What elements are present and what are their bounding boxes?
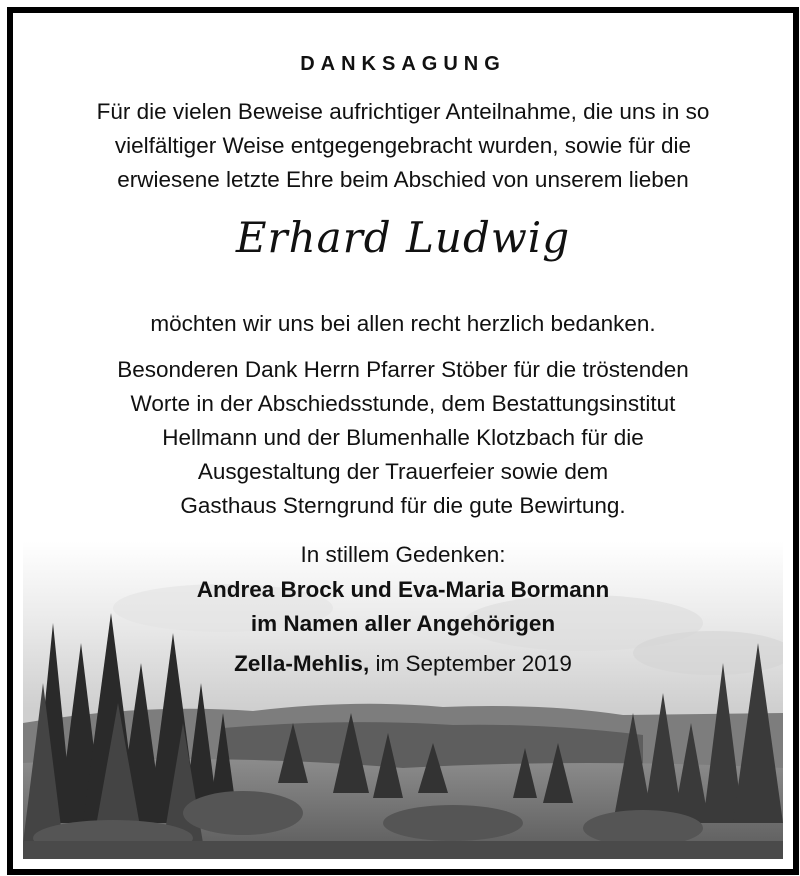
place-date <box>23 651 783 677</box>
special-thanks-line: Gasthaus Sterngrund für die gute Bewirtung. <box>180 493 626 518</box>
notice-frame <box>7 7 799 875</box>
deceased-name: Erhard Ludwig <box>235 213 571 262</box>
special-thanks-line: Hellmann und der Blumenhalle Klotzbach für die <box>162 425 644 450</box>
intro-line: Für die vielen Beweise aufrichtiger Anteilnahme, die uns in so <box>96 99 710 124</box>
place: Zella-Mehlis, <box>234 651 370 676</box>
intro-paragraph <box>23 95 783 197</box>
date: im September 2019 <box>375 651 572 676</box>
intro-line: vielfältiger Weise entgegengebracht wurden, sowie für die <box>114 133 692 158</box>
special-thanks-paragraph <box>23 353 783 523</box>
special-thanks-line: Ausgestaltung der Trauerfeier sowie dem <box>197 459 609 484</box>
signer-line: Andrea Brock und Eva-Maria Bormann <box>196 577 610 602</box>
heading: DANKSAGUNG <box>300 53 506 75</box>
special-thanks-line: Besonderen Dank Herrn Pfarrer Stöber für die tröstenden <box>117 357 689 382</box>
special-thanks-line: Worte in der Abschiedsstunde, dem Bestattungsinstitut <box>130 391 676 416</box>
signer-line: im Namen aller Angehörigen <box>250 611 556 636</box>
thanks-line: möchten wir uns bei allen recht herzlich bedanken. <box>150 311 656 336</box>
closing: In stillem Gedenken: <box>300 542 506 567</box>
signers <box>23 573 783 641</box>
intro-line: erwiesene letzte Ehre beim Abschied von unserem lieben <box>117 167 689 192</box>
notice-content <box>23 23 783 859</box>
